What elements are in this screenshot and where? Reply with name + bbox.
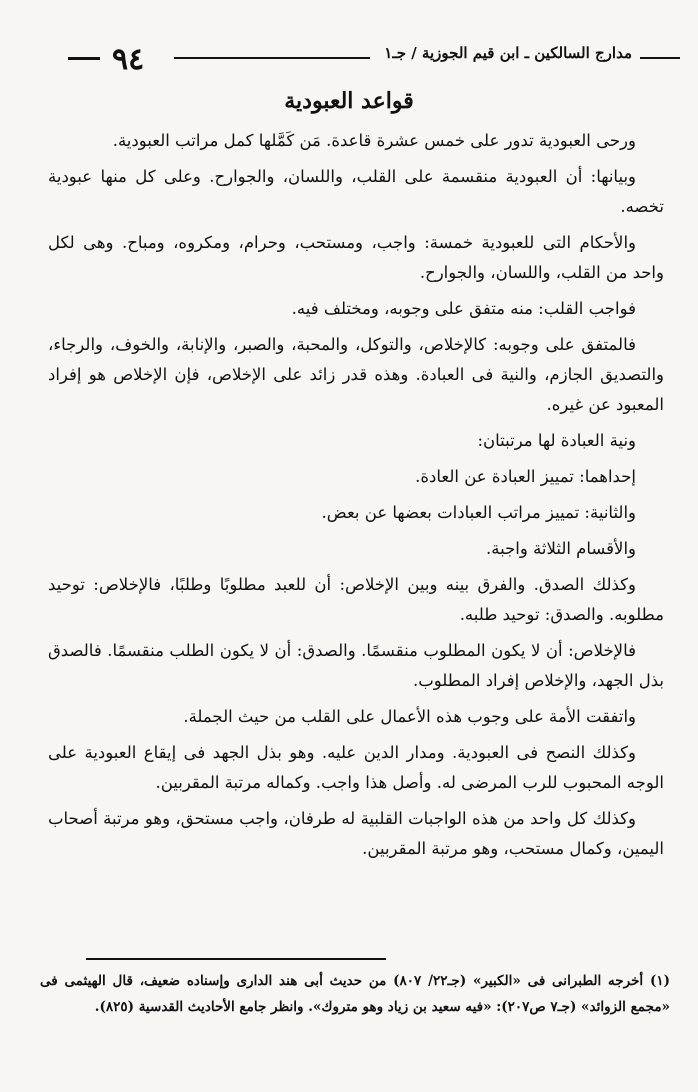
- paragraph: والأقسام الثلاثة واجبة.: [486, 539, 636, 558]
- paragraph: ورحى العبودية تدور على خمس عشرة قاعدة. مَن كَمَّلها كمل مراتب العبودية.: [112, 131, 636, 150]
- paragraph: والأحكام التى للعبودية خمسة: واجب، ومستحب، وحرام، ومكروه، ومباح. وهى لكل واحد من القلب، واللسان، والجوارح.: [48, 233, 664, 282]
- paragraph: وكذلك الصدق. والفرق بينه وبين الإخلاص: أن للعبد مطلوبًا وطلبًا، فالإخلاص: توحيد مطلوبه. والصدق: توحيد طلبه.: [48, 575, 664, 624]
- paragraph: فالإخلاص: أن لا يكون المطلوب منقسمًا. والصدق: أن لا يكون الطلب منقسمًا. فالصدق بذل الجهد، والإخلاص إفراد المطلوب.: [48, 641, 664, 690]
- page-number: ٩٤: [112, 42, 145, 77]
- paragraph: فالمتفق على وجوبه: كالإخلاص، والتوكل، والمحبة، والصبر، والإنابة، والخوف، والرجاء، والتصديق الجازم، والنية فى العبادة. وهذه قدر زائد على الإخلاص، فإن الإخلاص هو إفراد المعبود عن غيره.: [48, 335, 664, 414]
- header-dash: [68, 57, 100, 60]
- footnote-separator: [86, 958, 386, 960]
- paragraph: فواجب القلب: منه متفق على وجوبه، ومختلف فيه.: [291, 299, 636, 318]
- paragraph: والثانية: تمييز مراتب العبادات بعضها عن بعض.: [321, 503, 636, 522]
- paragraph: ونية العبادة لها مرتبتان:: [477, 431, 636, 450]
- paragraph: إحداهما: تمييز العبادة عن العادة.: [415, 467, 636, 486]
- running-title: مدارج السالكين ـ ابن قيم الجوزية / جـ١: [384, 44, 632, 62]
- header-rule-right: [640, 57, 680, 59]
- section-title: قواعد العبودية: [284, 88, 414, 114]
- footnote: (١) أخرجه الطبرانى فى «الكبير» (جـ٢٢/ ٨٠٧) من حديث أبى هند الدارى وإسناده ضعيف، قال الهيثمى فى «مجمع الزوائد» (جـ٧ ص٢٠٧): «فيه سعيد بن زياد وهو متروك». وانظر جامع الأحاديث القدسية (٨٢٥).: [40, 973, 671, 1015]
- body-text: [48, 126, 664, 870]
- paragraph: وكذلك كل واحد من هذه الواجبات القلبية له طرفان، واجب مستحق، وهو مرتبة أصحاب اليمين، وكمال مستحب، وهو مرتبة المقربين.: [48, 809, 664, 858]
- header-rule: [174, 57, 370, 59]
- paragraph: واتفقت الأمة على وجوب هذه الأعمال على القلب من حيث الجملة.: [183, 707, 636, 726]
- page-header: [24, 38, 680, 78]
- paragraph: وكذلك النصح فى العبودية. ومدار الدين عليه. وهو بذل الجهد فى إيقاع العبودية على الوجه المحبوب للرب المرضى له. وأصل هذا واجب. وكماله مرتبة المقربين.: [48, 743, 664, 792]
- paragraph: وبيانها: أن العبودية منقسمة على القلب، واللسان، والجوارح. وعلى كل منها عبودية تخصه.: [48, 167, 664, 216]
